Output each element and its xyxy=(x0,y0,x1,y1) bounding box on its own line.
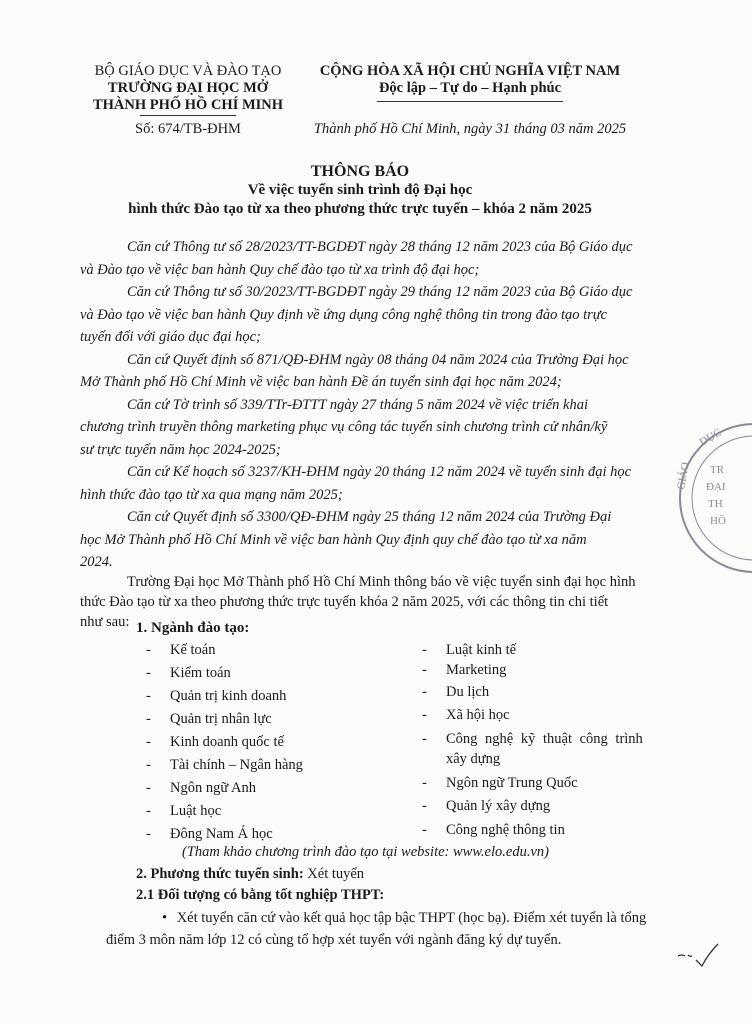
stamp-text: ĐẠI xyxy=(706,481,726,493)
list-dash: - xyxy=(422,731,427,747)
list-dash: - xyxy=(146,711,151,727)
legal-basis-line: hình thức đào tạo từ xa qua mạng năm 2025; xyxy=(80,486,343,503)
national-header xyxy=(310,63,630,97)
stamp-text: DỤC xyxy=(697,426,724,449)
bullet-symbol: • xyxy=(162,910,168,926)
issuer-block xyxy=(80,63,296,114)
major-name: xây dựng xyxy=(446,751,501,767)
major-name: Tài chính – Ngân hàng xyxy=(170,757,303,773)
section-2-1-heading: 2.1 Đối tượng có bằng tốt nghiệp THPT: xyxy=(136,887,385,903)
major-name: Kế toán xyxy=(170,642,216,658)
major-name: Đông Nam Á học xyxy=(170,826,273,842)
list-dash: - xyxy=(422,707,427,723)
major-name: Xã hội học xyxy=(446,707,510,723)
major-name: Ngôn ngữ Anh xyxy=(170,780,257,796)
list-dash: - xyxy=(146,665,151,681)
legal-basis-line: 2024. xyxy=(80,554,113,570)
list-dash: - xyxy=(422,642,427,658)
major-name: Công nghệ kỹ thuật công trình xyxy=(446,731,643,747)
list-dash: - xyxy=(422,684,427,700)
university-name-line1: TRƯỜNG ĐẠI HỌC MỞ xyxy=(107,80,269,96)
list-dash: - xyxy=(146,803,151,819)
list-dash: - xyxy=(422,798,427,814)
stamp-text: TH xyxy=(708,498,723,510)
document-subtitle-1: Về việc tuyển sinh trình độ Đại học xyxy=(247,182,473,198)
document-title: THÔNG BÁO xyxy=(310,163,410,180)
major-name: Marketing xyxy=(446,662,507,678)
section-2-heading xyxy=(136,866,364,883)
legal-basis-line: và Đào tạo về việc ban hành Quy chế đào tạo từ xa trình độ đại học; xyxy=(80,261,480,278)
criteria-bullet-line xyxy=(162,910,646,927)
major-name: Quản trị nhân lực xyxy=(170,711,272,727)
legal-basis-line: Căn cứ Quyết định số 3300/QĐ-ĐHM ngày 25 tháng 12 năm 2024 của Trường Đại xyxy=(127,509,612,525)
legal-basis-line: Căn cứ Thông tư số 28/2023/TT-BGDĐT ngày 28 tháng 12 năm 2023 của Bộ Giáo dục xyxy=(127,239,633,255)
major-name: Luật học xyxy=(170,803,222,819)
legal-basis-line: sư trực tuyến năm học 2024-2025; xyxy=(80,441,281,458)
intro-line: thức Đào tạo từ xa theo phương thức trực tuyến khóa 2 năm 2025, với các thông tin chi tiết xyxy=(80,594,609,610)
website-reference: (Tham khảo chương trình đào tạo tại website: www.elo.edu.vn) xyxy=(182,844,549,860)
legal-basis-line: và Đào tạo về việc ban hành Quy định về ứng dụng công nghệ thông tin trong đào tạo trực xyxy=(80,306,608,323)
stamp-text: GIÁO xyxy=(675,461,692,491)
major-name: Quản trị kinh doanh xyxy=(170,688,287,704)
list-dash: - xyxy=(422,662,427,678)
major-name: Ngôn ngữ Trung Quốc xyxy=(446,775,578,791)
intro-line: như sau: xyxy=(80,614,130,630)
list-dash: - xyxy=(422,822,427,838)
legal-basis-line: Căn cứ Thông tư số 30/2023/TT-BGDĐT ngày 29 tháng 12 năm 2023 của Bộ Giáo dục xyxy=(127,284,633,300)
document-subtitle-2: hình thức Đào tạo từ xa theo phương thức trực tuyến – khóa 2 năm 2025 xyxy=(128,201,592,217)
document-number: Số: 674/TB-ĐHM xyxy=(135,121,241,137)
legal-basis-line: học Mở Thành phố Hồ Chí Minh về việc ban hành Quy định quy chế đào tạo từ xa năm xyxy=(80,531,587,548)
republic-name: CỘNG HÒA XÃ HỘI CHỦ NGHĨA VIỆT NAM xyxy=(319,63,621,79)
legal-basis-list xyxy=(80,236,686,574)
major-name: Luật kinh tế xyxy=(446,642,517,658)
intro-line: Trường Đại học Mở Thành phố Hồ Chí Minh thông báo về việc tuyển sinh đại học hình xyxy=(127,574,636,590)
official-stamp-fragment xyxy=(672,418,752,578)
legal-basis-line: Căn cứ Tờ trình số 339/TTr-ĐTTT ngày 27 tháng 5 năm 2024 về việc triển khai xyxy=(127,396,588,413)
list-dash: - xyxy=(146,734,151,750)
major-name: Du lịch xyxy=(446,684,490,700)
major-name: Kinh doanh quốc tế xyxy=(170,734,284,750)
date-line: Thành phố Hồ Chí Minh, ngày 31 tháng 03 năm 2025 xyxy=(313,121,627,137)
legal-basis-line: Căn cứ Quyết định số 871/QĐ-ĐHM ngày 08 tháng 04 năm 2024 của Trường Đại học xyxy=(127,351,629,368)
handwritten-initial-mark xyxy=(676,942,720,968)
issuer-underline xyxy=(140,115,236,116)
legal-basis-line: tuyến đối với giáo dục đại học; xyxy=(80,329,261,345)
list-dash: - xyxy=(146,757,151,773)
list-dash: - xyxy=(422,775,427,791)
university-name-line2: THÀNH PHỐ HỒ CHÍ MINH xyxy=(92,97,284,113)
section-2-value: Xét tuyển xyxy=(307,866,365,882)
list-dash: - xyxy=(146,826,151,842)
ministry-name: BỘ GIÁO DỤC VÀ ĐÀO TẠO xyxy=(94,63,282,79)
legal-basis-line: Căn cứ Kế hoạch số 3237/KH-ĐHM ngày 20 tháng 12 năm 2024 về tuyển sinh đại học xyxy=(127,464,632,480)
national-motto: Độc lập – Tự do – Hạnh phúc xyxy=(378,80,562,96)
major-name: Công nghệ thông tin xyxy=(446,822,565,838)
legal-basis-line: Mở Thành phố Hồ Chí Minh về việc ban hành Đề án tuyển sinh đại học năm 2024; xyxy=(80,374,562,390)
stamp-text: HỒ xyxy=(710,515,726,527)
legal-basis-line: chương trình truyền thông marketing phục vụ công tác tuyển sinh chương trình cử nhân/kỹ xyxy=(80,419,608,435)
list-dash: - xyxy=(146,688,151,704)
major-name: Kiểm toán xyxy=(170,665,231,681)
criteria-text-continuation: điểm 3 môn năm lớp 12 có cùng tổ hợp xét tuyển với ngành đăng ký dự tuyển. xyxy=(106,932,562,948)
list-dash: - xyxy=(146,780,151,796)
section-1-heading: 1. Ngành đào tạo: xyxy=(136,620,250,636)
list-dash: - xyxy=(146,642,151,658)
section-2-label: 2. Phương thức tuyển sinh: xyxy=(136,866,304,882)
criteria-text: Xét tuyển căn cứ vào kết quả học tập bậc THPT (học bạ). Điểm xét tuyển là tổng xyxy=(176,910,647,926)
stamp-text: TR xyxy=(710,464,725,476)
major-name: Quản lý xây dựng xyxy=(446,798,551,814)
motto-underline xyxy=(377,101,563,102)
